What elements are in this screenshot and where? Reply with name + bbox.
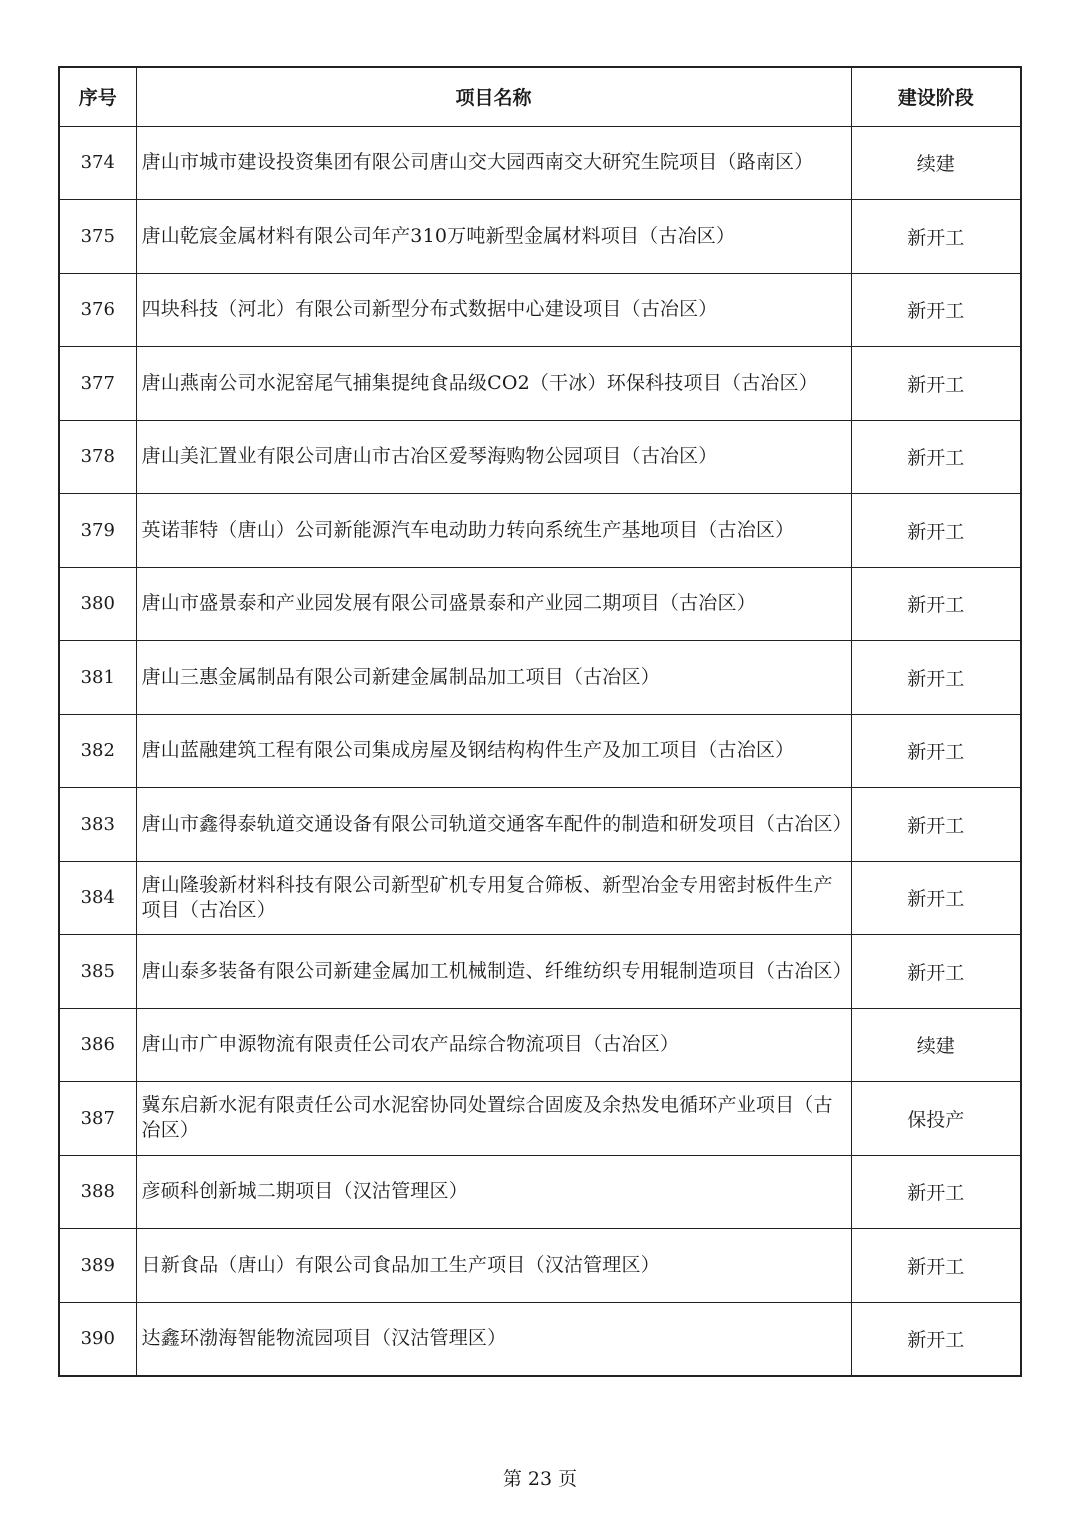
table-row [59,347,1021,421]
serial-number-cell: 381 [59,641,136,715]
project-name-cell: 彦硕科创新城二期项目（汉沽管理区） [136,1155,851,1229]
project-name-cell: 唐山乾宸金属材料有限公司年产310万吨新型金属材料项目（古冶区） [136,200,851,274]
project-name-cell: 唐山隆骏新材料科技有限公司新型矿机专用复合筛板、新型冶金专用密封板件生产项目（古冶区） [136,861,851,935]
construction-stage-cell: 新开工 [851,861,1021,935]
table-row [59,788,1021,862]
construction-stage-cell: 新开工 [851,200,1021,274]
construction-stage-cell: 新开工 [851,494,1021,568]
table-row [59,126,1021,200]
construction-stage-cell: 续建 [851,126,1021,200]
project-name-cell: 唐山泰多装备有限公司新建金属加工机械制造、纤维纺织专用辊制造项目（古冶区） [136,935,851,1009]
project-name-cell: 唐山美汇置业有限公司唐山市古冶区爱琴海购物公园项目（古冶区） [136,420,851,494]
serial-number-cell: 379 [59,494,136,568]
serial-number-cell: 385 [59,935,136,1009]
table-row [59,567,1021,641]
construction-stage-cell: 新开工 [851,1155,1021,1229]
table-row [59,273,1021,347]
construction-stage-cell: 新开工 [851,347,1021,421]
construction-stage-cell: 续建 [851,1008,1021,1082]
project-name-cell: 唐山市鑫得泰轨道交通设备有限公司轨道交通客车配件的制造和研发项目（古冶区） [136,788,851,862]
table-row [59,420,1021,494]
table-row [59,714,1021,788]
construction-stage-cell: 新开工 [851,1229,1021,1303]
serial-number-cell: 378 [59,420,136,494]
project-name-cell: 唐山燕南公司水泥窑尾气捕集提纯食品级CO2（干冰）环保科技项目（古冶区） [136,347,851,421]
project-table [58,66,1022,1377]
table-row [59,200,1021,274]
serial-number-cell: 383 [59,788,136,862]
table-body [59,126,1021,1376]
serial-number-cell: 382 [59,714,136,788]
construction-stage-cell: 新开工 [851,567,1021,641]
table-row [59,1008,1021,1082]
serial-number-cell: 375 [59,200,136,274]
serial-number-cell: 377 [59,347,136,421]
table-header-row [59,67,1021,126]
project-name-cell: 达鑫环渤海智能物流园项目（汉沽管理区） [136,1302,851,1376]
serial-number-cell: 386 [59,1008,136,1082]
table-row [59,494,1021,568]
page-number: 第 23 页 [502,1468,578,1490]
serial-number-cell: 374 [59,126,136,200]
header-serial-number: 序号 [59,67,136,126]
project-name-cell: 唐山蓝融建筑工程有限公司集成房屋及钢结构构件生产及加工项目（古冶区） [136,714,851,788]
table-row [59,1302,1021,1376]
header-construction-stage: 建设阶段 [851,67,1021,126]
serial-number-cell: 389 [59,1229,136,1303]
construction-stage-cell: 保投产 [851,1082,1021,1156]
project-name-cell: 唐山三惠金属制品有限公司新建金属制品加工项目（古冶区） [136,641,851,715]
project-name-cell: 唐山市广申源物流有限责任公司农产品综合物流项目（古冶区） [136,1008,851,1082]
project-name-cell: 日新食品（唐山）有限公司食品加工生产项目（汉沽管理区） [136,1229,851,1303]
construction-stage-cell: 新开工 [851,714,1021,788]
serial-number-cell: 384 [59,861,136,935]
construction-stage-cell: 新开工 [851,420,1021,494]
project-name-cell: 四块科技（河北）有限公司新型分布式数据中心建设项目（古冶区） [136,273,851,347]
construction-stage-cell: 新开工 [851,788,1021,862]
construction-stage-cell: 新开工 [851,641,1021,715]
serial-number-cell: 380 [59,567,136,641]
project-name-cell: 唐山市城市建设投资集团有限公司唐山交大园西南交大研究生院项目（路南区） [136,126,851,200]
table-row [59,861,1021,935]
construction-stage-cell: 新开工 [851,935,1021,1009]
construction-stage-cell: 新开工 [851,273,1021,347]
table-row [59,641,1021,715]
serial-number-cell: 390 [59,1302,136,1376]
table-row [59,1082,1021,1156]
project-name-cell: 冀东启新水泥有限责任公司水泥窑协同处置综合固废及余热发电循环产业项目（古冶区） [136,1082,851,1156]
project-name-cell: 唐山市盛景泰和产业园发展有限公司盛景泰和产业园二期项目（古冶区） [136,567,851,641]
serial-number-cell: 388 [59,1155,136,1229]
table-row [59,935,1021,1009]
table-row [59,1229,1021,1303]
serial-number-cell: 387 [59,1082,136,1156]
table-row [59,1155,1021,1229]
serial-number-cell: 376 [59,273,136,347]
project-name-cell: 英诺菲特（唐山）公司新能源汽车电动助力转向系统生产基地项目（古冶区） [136,494,851,568]
header-project-name: 项目名称 [136,67,851,126]
construction-stage-cell: 新开工 [851,1302,1021,1376]
